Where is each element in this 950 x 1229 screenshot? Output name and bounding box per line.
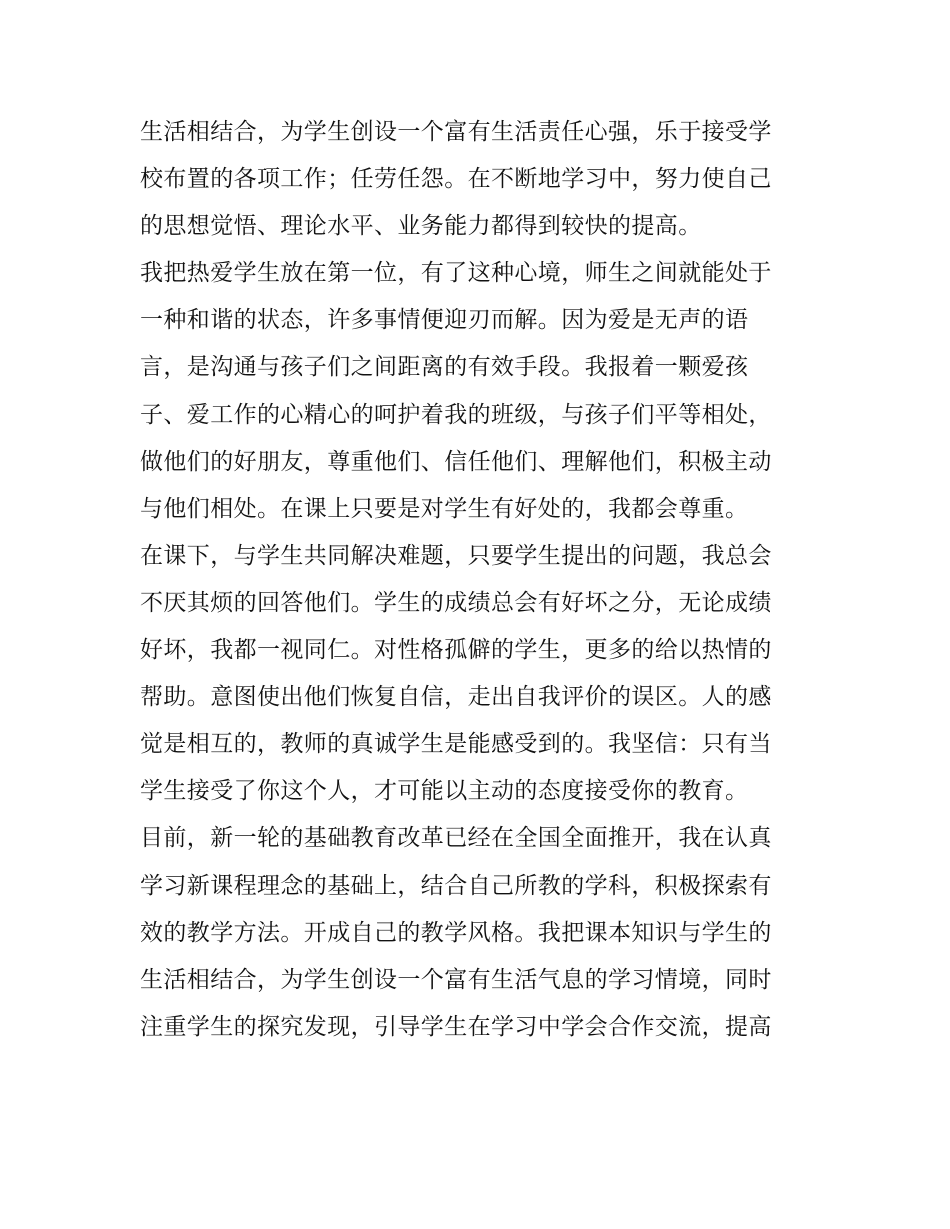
text-line: 做他们的好朋友，尊重他们、信任他们、理解他们，积极主动 (140, 448, 772, 475)
text-line: 生活相结合，为学生创设一个富有生活气息的学习情境，同时 (140, 966, 772, 993)
text-line: 校布置的各项工作；任劳任怨。在不断地学习中，努力使自己 (140, 166, 772, 193)
text-line: 言，是沟通与孩子们之间距离的有效手段。我报着一颗爱孩 (140, 354, 749, 381)
text-line: 生活相结合，为学生创设一个富有生活责任心强，乐于接受学 (140, 119, 772, 145)
text-line: 不厌其烦的回答他们。学生的成绩总会有好坏之分，无论成绩 (140, 589, 772, 616)
text-line: 注重学生的探究发现，引导学生在学习中学会合作交流，提高 (140, 1013, 772, 1040)
text-line: 好坏，我都一视同仁。对性格孤僻的学生，更多的给以热情的 (140, 637, 772, 664)
text-line: 一种和谐的状态，许多事情便迎刃而解。因为爱是无声的语 (140, 307, 749, 334)
text-line: 与他们相处。在课上只要是对学生有好处的，我都会尊重。 (140, 495, 749, 522)
text-line: 学习新课程理念的基础上，结合自己所教的学科，积极探索有 (140, 872, 772, 899)
text-line: 我把热爱学生放在第一位，有了这种心境，师生之间就能处于 (140, 260, 772, 287)
body-text (140, 109, 820, 1051)
text-line: 觉是相互的，教师的真诚学生是能感受到的。我坚信：只有当 (140, 731, 772, 758)
text-line: 学生接受了你这个人，才可能以主动的态度接受你的教育。 (140, 778, 749, 805)
text-line: 在课下，与学生共同解决难题，只要学生提出的问题，我总会 (140, 542, 772, 569)
text-line: 帮助。意图使出他们恢复自信，走出自我评价的误区。人的感 (140, 684, 772, 711)
text-line: 的思想觉悟、理论水平、业务能力都得到较快的提高。 (140, 213, 702, 240)
text-line: 效的教学方法。开成自己的教学风格。我把课本知识与学生的 (140, 919, 772, 946)
text-line: 子、爱工作的心精心的呵护着我的班级，与孩子们平等相处， (140, 401, 772, 428)
text-line: 目前，新一轮的基础教育改革已经在全国全面推开，我在认真 (140, 825, 772, 852)
